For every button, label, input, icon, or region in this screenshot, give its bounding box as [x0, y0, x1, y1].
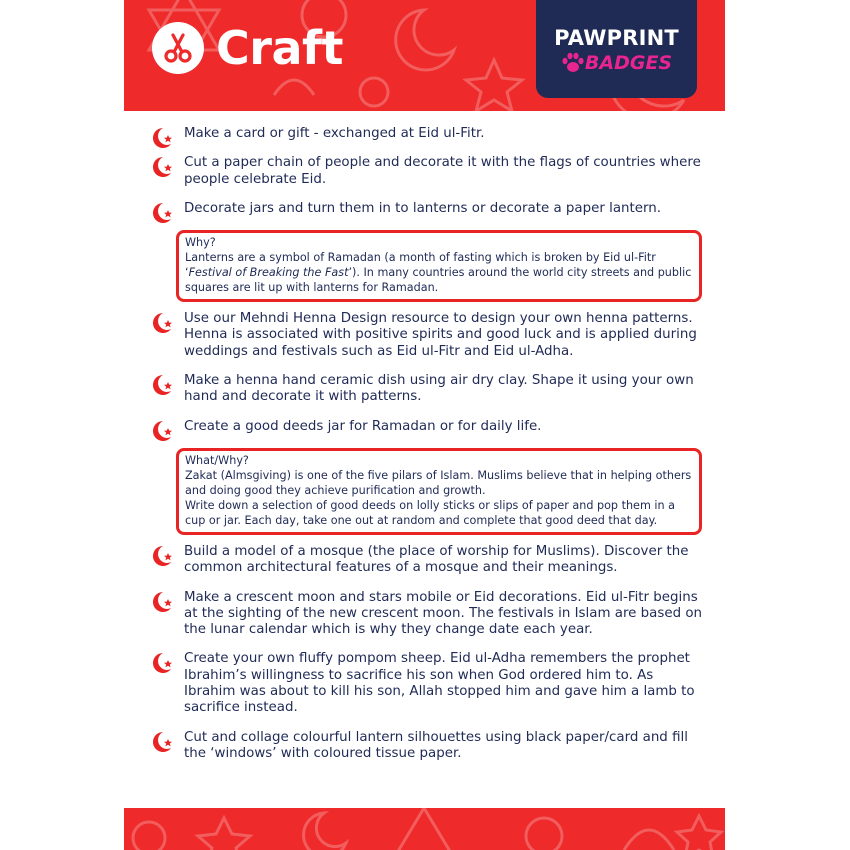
list-item	[152, 730, 702, 763]
crescent-star-icon	[152, 591, 174, 613]
brand-name-bottom: BADGES	[584, 52, 673, 74]
crescent-star-icon	[152, 312, 174, 334]
crescent-star-icon	[152, 127, 174, 149]
activity-list	[152, 126, 702, 775]
title-group	[152, 22, 343, 74]
crescent-star-icon	[152, 545, 174, 567]
item-text: Create your own fluffy pompom sheep. Eid ul-Adha remembers the prophet Ibrahim’s willingness to sacrifice his son when God ordered him to. As Ibrahim was about to kill his son, Allah stopped him and gave him a lamb to sacrifice instead.	[184, 651, 695, 716]
what-why-heading: What/Why?	[185, 453, 249, 467]
why-text: Lanterns are a symbol of Ramadan (a month of fasting which is broken by Eid ul-Fitr ‘Festival of Breaking the Fast’). In many countries around the world city streets and public squares are lit up with lanterns for Ramadan.	[185, 251, 692, 295]
item-text: Make a card or gift - exchanged at Eid ul-Fitr.	[184, 126, 485, 141]
what-why-text: Zakat (Almsgiving) is one of the five pilars of Islam. Muslims believe that in helping others and doing good they achieve purification and growth. Write down a selection of good deeds on lolly sticks or slips of paper and pop them in a cup or jar. Each day, take one out at random and complete that good deed that day.	[185, 468, 692, 527]
list-item	[152, 126, 702, 142]
footer-pattern	[124, 808, 725, 850]
crescent-star-icon	[152, 202, 174, 224]
why-heading: Why?	[185, 236, 216, 250]
item-text: Create a good deeds jar for Ramadan or for daily life.	[184, 418, 542, 434]
list-item	[152, 544, 702, 577]
crescent-star-icon	[152, 374, 174, 396]
crescent-star-icon	[152, 156, 174, 178]
item-text: Cut a paper chain of people and decorate it with the flags of countries where people celebrate Eid.	[184, 155, 701, 187]
crescent-star-icon	[152, 731, 174, 753]
footer-banner	[124, 808, 725, 850]
what-why-info-box	[176, 448, 702, 535]
scissors-icon	[152, 22, 204, 74]
crescent-star-icon	[152, 420, 174, 442]
item-text: Decorate jars and turn them in to lanterns or decorate a paper lantern.	[184, 200, 662, 216]
pawprint-badges-logo	[536, 0, 697, 98]
list-item	[152, 590, 702, 639]
paw-icon	[561, 52, 585, 74]
list-item	[152, 373, 702, 406]
item-text: Make a henna hand ceramic dish using air dry clay. Shape it using your own hand and decorate it with patterns.	[184, 373, 694, 405]
why-info-box	[176, 230, 702, 302]
brand-name-top: PAWPRINT	[554, 26, 679, 50]
item-text: Build a model of a mosque (the place of worship for Muslims). Discover the common architectural features of a mosque and their meanings.	[184, 543, 689, 576]
crescent-star-icon	[152, 652, 174, 674]
item-text: Use our Mehndi Henna Design resource to design your own henna patterns. Henna is associated with positive spirits and good luck and is applied during weddings and festivals such as Eid ul-Fitr and Eid ul-Adha.	[184, 311, 697, 359]
list-item	[152, 155, 702, 188]
craft-page	[124, 0, 725, 850]
list-item	[152, 419, 702, 435]
list-item	[152, 311, 702, 360]
item-text: Cut and collage colourful lantern silhouettes using black paper/card and fill the ‘windows’ with coloured tissue paper.	[184, 729, 688, 761]
list-item	[152, 651, 702, 716]
item-text: Make a crescent moon and stars mobile or Eid decorations. Eid ul-Fitr begins at the sighting of the new crescent moon. The festivals in Islam are based on the lunar calendar which is why they change date each year.	[184, 589, 703, 638]
page-title: Craft	[216, 21, 343, 75]
festival-name: Festival of Breaking the Fast	[188, 266, 349, 280]
list-item	[152, 201, 702, 217]
header-banner	[124, 0, 725, 111]
